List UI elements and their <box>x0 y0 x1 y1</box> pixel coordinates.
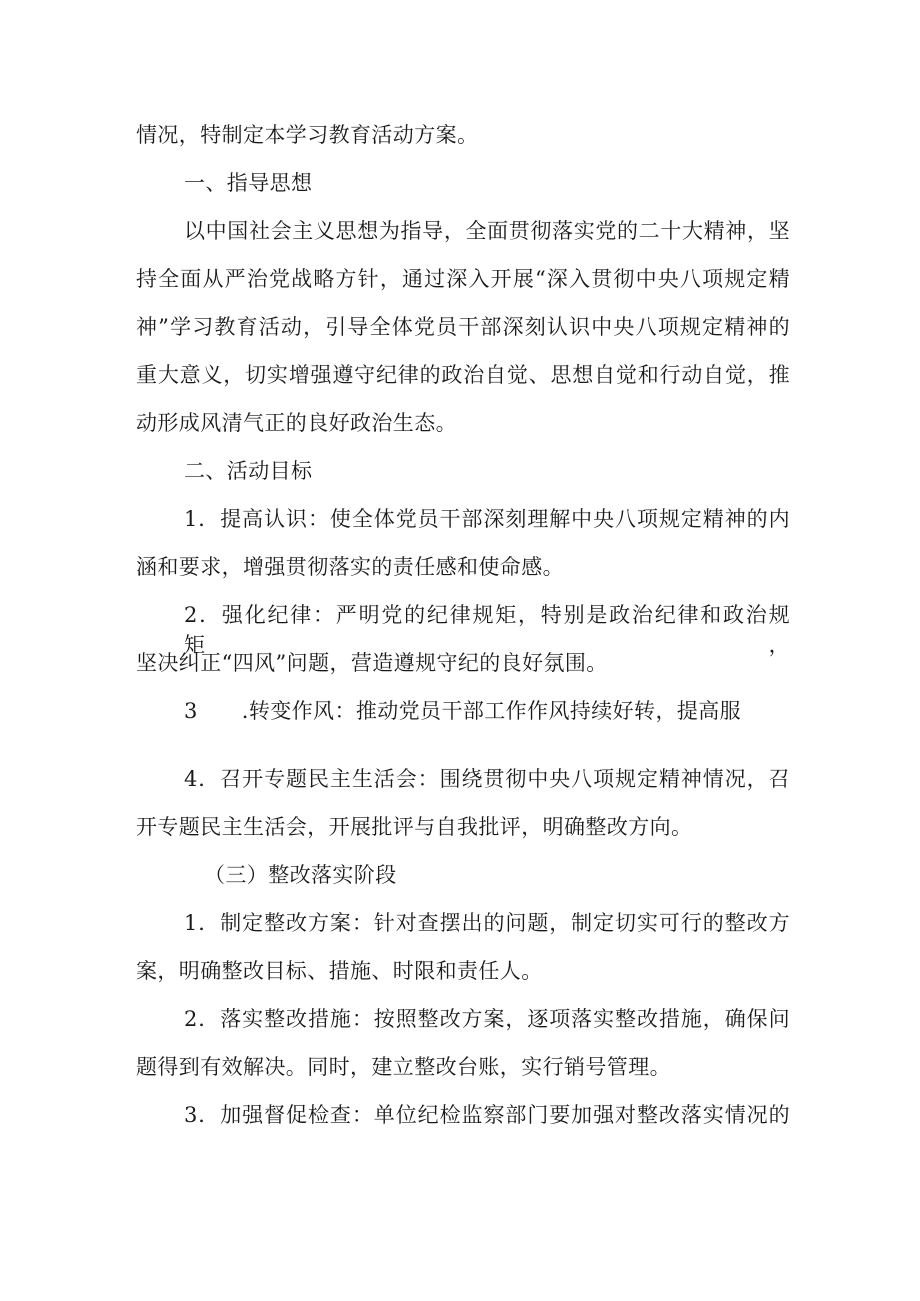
paragraph-line: 神”学习教育活动，引导全体党员干部深刻认识中央八项规定精神的 <box>136 315 790 339</box>
list-item-line: 3．加强督促检查：单位纪检监察部门要加强对整改落实情况的 <box>184 1103 790 1127</box>
paragraph-line: 情况，特制定本学习教育活动方案。 <box>136 123 479 147</box>
paragraph-line: 动形成风清气正的良好政治生态。 <box>136 411 457 435</box>
list-item-line: 案，明确整改目标、措施、时限和责任人。 <box>136 959 543 983</box>
paragraph-line: 以中国社会主义思想为指导，全面贯彻落实党的二十大精神，坚 <box>184 219 790 243</box>
section-heading-guiding-ideology: 一、指导思想 <box>184 171 313 195</box>
list-item-line: 2．强化纪律：严明党的纪律规矩，特别是政治纪律和政治规矩， <box>184 603 790 657</box>
section-heading-activity-goals: 二、活动目标 <box>184 459 313 483</box>
list-item-line: 1．制定整改方案：针对查摆出的问题，制定切实可行的整改方 <box>184 911 790 935</box>
list-item-line: 题得到有效解决。同时，建立整改台账，实行销号管理。 <box>136 1055 671 1079</box>
section-heading-rectification-stage: （三）整改落实阶段 <box>204 863 397 887</box>
list-item-3-line <box>184 696 741 726</box>
list-item-line: 4．召开专题民主生活会：围绕贯彻中央八项规定精神情况，召 <box>184 767 790 791</box>
list-item-line: 1．提高认识：使全体党员干部深刻理解中央八项规定精神的内 <box>184 507 790 531</box>
paragraph-line: 重大意义，切实增强遵守纪律的政治自觉、思想自觉和行动自觉，推 <box>136 363 790 387</box>
paragraph-line: 持全面从严治党战略方针，通过深入开展“深入贯彻中央八项规定精 <box>136 267 790 291</box>
list-item-number: 3 <box>184 699 198 723</box>
list-item-text: .转变作风：推动党员干部工作作风持续好转，提高服 <box>241 699 742 723</box>
list-item-line: 坚决纠正“四风”问题，营造遵规守纪的良好氛围。 <box>136 651 608 675</box>
list-item-line: 2．落实整改措施：按照整改方案，逐项落实整改措施，确保问 <box>184 1007 790 1031</box>
list-item-line: 开专题民主生活会，开展批评与自我批评，明确整改方向。 <box>136 815 693 839</box>
list-item-line: 涵和要求，增强贯彻落实的责任感和使命感。 <box>136 555 564 579</box>
